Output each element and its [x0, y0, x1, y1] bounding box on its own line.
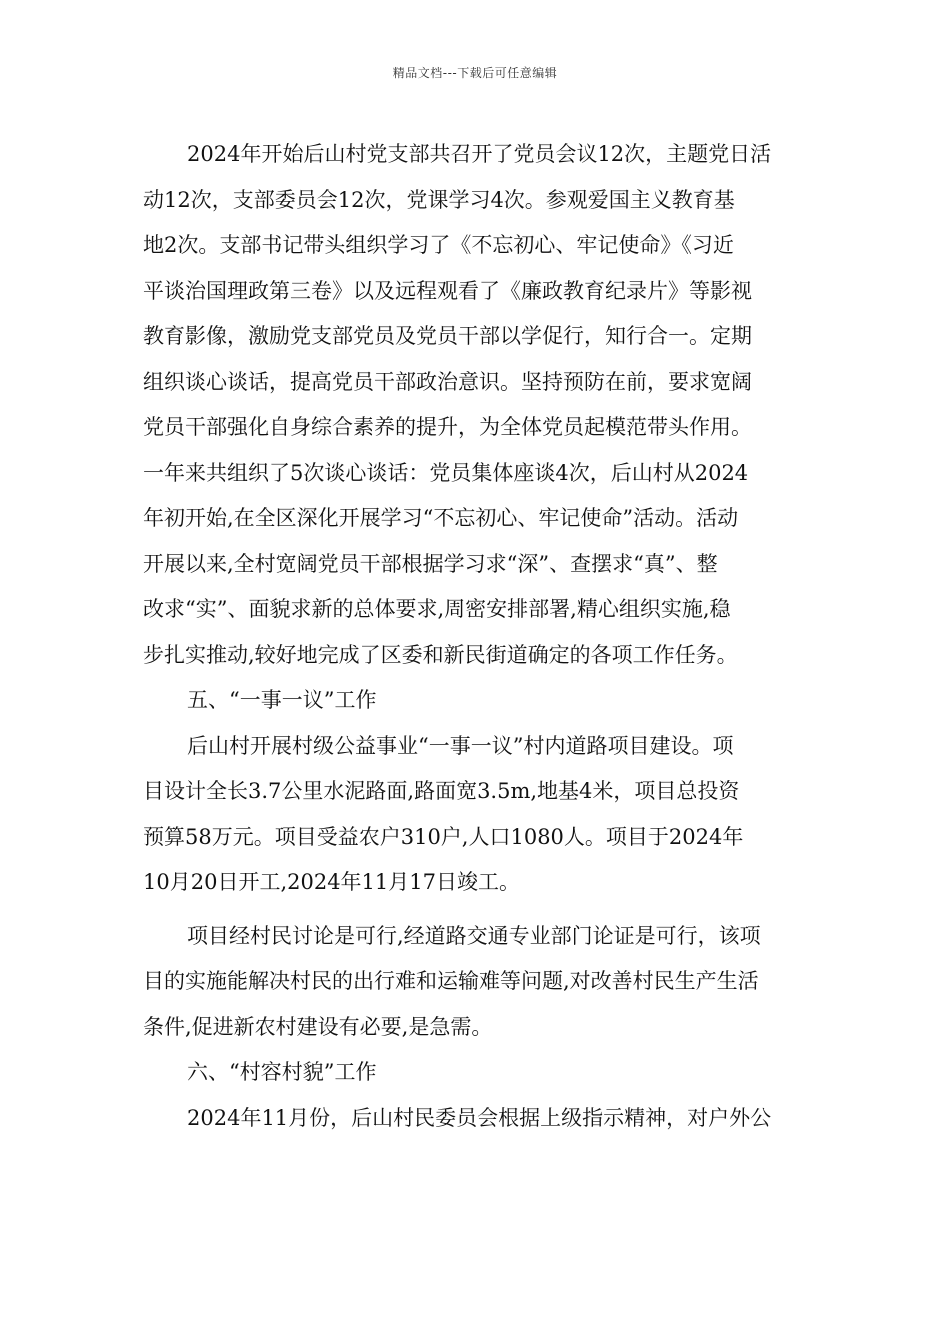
text-line: 年初开始,在全区深化开展学习“不忘初心、牢记使命”活动。活动 — [143, 506, 739, 530]
text-line: 10月20日开工,2024年11月17日竣工。 — [143, 870, 521, 894]
text-line: 2024年11月份，后山村民委员会根据上级指示精神，对户外公 — [187, 1105, 772, 1130]
text-line: 后山村开展村级公益事业“一事一议”村内道路项目建设。项 — [187, 733, 734, 758]
paragraph-gap — [143, 906, 811, 914]
text-line: 目设计全长3.7公里水泥路面,路面宽3.5m,地基4米，项目总投资 — [143, 779, 740, 803]
text-line: 平谈治国理政第三卷》以及远程观看了《廉政教育纪录片》等影视 — [143, 278, 752, 303]
section-heading-6: 六、“村容村貌”工作 — [187, 1060, 377, 1084]
section-heading-5: 五、“一事一议”工作 — [187, 688, 377, 712]
text-line: 党员干部强化自身综合素养的提升，为全体党员起模范带头作用。 — [143, 415, 752, 439]
text-line: 预算58万元。项目受益农户310户,人口1080人。项目于2024年 — [143, 824, 744, 849]
text-line: 条件,促进新农村建设有必要,是急需。 — [143, 1014, 493, 1039]
text-line: 动12次，支部委员会12次，党课学习4次。参观爱国主义教育基 — [143, 187, 735, 212]
page-header: 精品文档---下载后可任意编辑 — [392, 66, 558, 80]
text-line: 教育影像，激励党支部党员及党员干部以学促行，知行合一。定期 — [143, 324, 752, 348]
text-line: 项目经村民讨论是可行,经道路交通专业部门论证是可行，该项 — [187, 923, 761, 948]
text-line: 目的实施能解决村民的出行难和运输难等问题,对改善村民生产生活 — [143, 969, 759, 993]
document-body — [143, 132, 811, 1141]
text-line: 步扎实推动,较好地完成了区委和新民街道确定的各项工作任务。 — [143, 642, 738, 667]
text-line: 2024年开始后山村党支部共召开了党员会议12次，主题党日活 — [187, 142, 772, 166]
text-line: 改求“实”、面貌求新的总体要求,周密安排部署,精心组织实施,稳 — [143, 597, 731, 621]
text-line: 开展以来,全村宽阔党员干部根据学习求“深”、查摆求“真”、整 — [143, 551, 718, 576]
text-line: 一年来共组织了5次谈心谈话：党员集体座谈4次，后山村从2024 — [143, 460, 749, 485]
text-line: 组织谈心谈话，提高党员干部政治意识。坚持预防在前，要求宽阔 — [143, 369, 752, 394]
text-line: 地2次。支部书记带头组织学习了《不忘初心、牢记使命》《习近 — [143, 233, 734, 257]
